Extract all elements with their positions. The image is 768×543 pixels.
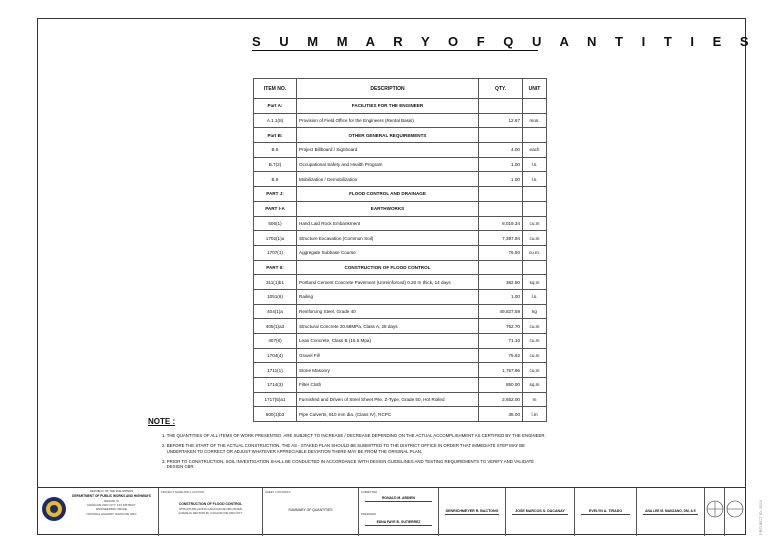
note-line: UNDERTAKEN TO CORRECT OR ADJUST WHATEVER APPRECIABLE DEVIATION THERE MAY BE FROM THE ORIGINAL PLAN.	[162, 448, 423, 454]
item-no-cell: B.9	[254, 172, 297, 187]
description-cell: Pipe Culverts, 910 mm dia. (Class IV), RCPC	[297, 407, 479, 422]
checked-name: JOSE MARCOS S. DACANAY	[515, 509, 565, 513]
sheet-marker-icon	[726, 500, 744, 518]
section-code: Part B:	[254, 128, 297, 143]
project-line-1: CONSTRUCTION OF FLOOD CONTROL	[178, 502, 243, 506]
header-description: DESCRIPTION	[297, 79, 479, 99]
side-margin-text	[750, 465, 763, 535]
dpwh-seal-icon	[41, 496, 67, 522]
qty-cell: 4.00	[479, 143, 523, 158]
section-title: FACILITIES FOR THE ENGINEER	[297, 99, 479, 114]
description-cell: Furnished and Driven of Steel Sheet Pile, Z-Type, Grade 50, Hot Rolled	[297, 392, 479, 407]
item-no-cell: 1051(6)	[254, 289, 297, 304]
unit-cell: each	[523, 143, 547, 158]
approved-cell	[637, 488, 705, 536]
item-no-cell: B.5	[254, 143, 297, 158]
unit-cell: m	[523, 392, 547, 407]
table-row	[254, 231, 547, 246]
section-row	[254, 128, 547, 143]
description-cell: Structural Concrete 20.68MPa, Class A, 28 days	[297, 319, 479, 334]
qty-cell: 752.70	[479, 319, 523, 334]
table-row	[254, 363, 547, 378]
section-code: PART J:	[254, 187, 297, 202]
approved-underline	[643, 514, 698, 515]
item-no-cell: 506(1)	[254, 216, 297, 231]
section-code: PART II:	[254, 260, 297, 275]
empty-cell	[479, 260, 523, 275]
item-no-cell: 1714(3)	[254, 378, 297, 393]
submitted-prepared-cell	[359, 488, 439, 536]
section-title: EARTHWORKS	[297, 201, 479, 216]
qty-cell: 8,019.34	[479, 216, 523, 231]
table-row	[254, 334, 547, 349]
side-text: PROJECT ID: 2024	[758, 500, 763, 535]
unit-cell: cu.m	[523, 319, 547, 334]
qty-cell: 1.00	[479, 289, 523, 304]
item-no-cell: 1717(5)a1	[254, 392, 297, 407]
description-cell: Railing	[297, 289, 479, 304]
unit-cell: l.s.	[523, 289, 547, 304]
item-no-cell: B.7(2)	[254, 157, 297, 172]
table-row	[254, 113, 547, 128]
project-cell	[159, 488, 263, 536]
title-block	[37, 487, 746, 536]
description-cell: Hand Laid Rock Embankment	[297, 216, 479, 231]
unit-cell: cu.m.	[523, 245, 547, 260]
section-title: FLOOD CONTROL AND DRAINAGE	[297, 187, 479, 202]
sheet-contents-value: SUMMARY OF QUANTITIES	[288, 508, 333, 512]
section-row	[254, 260, 547, 275]
table-body	[254, 99, 547, 422]
prepared-label: PREPARED	[361, 512, 377, 516]
note-line: 2. BEFORE THE START OF THE ACTUAL CONSTRUCTION, THE AS - STAKED PLAN SHOULD BE SUBMITTED TO THE DISTRICT OFFICE IN ORDER THAT IMMEDIATE STEP MAY BE	[162, 443, 525, 449]
checked-cell	[506, 488, 575, 536]
note-item	[162, 443, 662, 454]
note-line: 1. THE QUANTITIES OF ALL ITEMS OF WORK PRESENTED ARE SUBJECT TO INCREASE / DECREASE DEPENDING ON THE ACTUAL ACCOMPLISHMENT AS CERTIFIED BY THE ENGINEER.	[162, 433, 546, 438]
section-row	[254, 99, 547, 114]
section-title: OTHER GENERAL REQUIREMENTS	[297, 128, 479, 143]
north-arrow-cell	[705, 488, 725, 536]
item-no-cell: 1704(4)	[254, 348, 297, 363]
empty-cell	[479, 128, 523, 143]
recommended-name: EVELYN A. TIRADO	[588, 509, 623, 513]
empty-cell	[479, 187, 523, 202]
table-row	[254, 407, 547, 422]
unit-cell: l.s.	[523, 157, 547, 172]
table-row	[254, 319, 547, 334]
description-cell: Filter Cloth	[297, 378, 479, 393]
unit-cell: sq.m	[523, 275, 547, 290]
section-code: Part A:	[254, 99, 297, 114]
empty-cell	[523, 128, 547, 143]
recommended-cell	[575, 488, 637, 536]
qty-cell: 12.67	[479, 113, 523, 128]
section-row	[254, 201, 547, 216]
item-no-cell: 1711(1)	[254, 363, 297, 378]
notes-heading: NOTE :	[148, 417, 176, 426]
section-code: PART I-A	[254, 201, 297, 216]
note-line: DESIGN CBR.	[162, 464, 195, 470]
description-cell: Stone Masonry	[297, 363, 479, 378]
description-cell: Gravel Fill	[297, 348, 479, 363]
prepared-underline	[365, 525, 432, 526]
qty-cell: 71.10	[479, 334, 523, 349]
item-no-cell: 1702(1)a	[254, 231, 297, 246]
table-row	[254, 289, 547, 304]
empty-cell	[523, 187, 547, 202]
unit-cell: cu.m	[523, 231, 547, 246]
agency-line-6: NATIONAL HIGHWAY, DAVAO DE ORO	[86, 512, 137, 516]
unit-cell: cu.m	[523, 334, 547, 349]
unit-cell: cu.m	[523, 363, 547, 378]
description-cell: Aggregate Subbase Course	[297, 245, 479, 260]
table-row	[254, 172, 547, 187]
table-row	[254, 157, 547, 172]
header-item-no: ITEM NO.	[254, 79, 297, 99]
description-cell: Mobilization / Demobilization	[297, 172, 479, 187]
agency-cell	[37, 488, 159, 536]
empty-cell	[479, 201, 523, 216]
unit-cell: kg	[523, 304, 547, 319]
note-item	[162, 459, 662, 470]
table-row	[254, 392, 547, 407]
empty-cell	[479, 99, 523, 114]
description-cell: Provision of Field Office for the Engineers (Rental Basis)	[297, 113, 479, 128]
sheet-number-cell	[725, 488, 746, 536]
designed-name: DENRICHMEYER R. BACTONG	[445, 509, 499, 513]
section-title: CONSTRUCTION OF FLOOD CONTROL	[297, 260, 479, 275]
empty-cell	[523, 99, 547, 114]
qty-cell: 76.50	[479, 245, 523, 260]
qty-cell: 1.00	[479, 157, 523, 172]
description-cell: Portland Cement Concrete Pavement (Unreinforced) 0.20 m thick, 14 days	[297, 275, 479, 290]
table-header-row	[254, 79, 547, 99]
item-no-cell: 1707(1)	[254, 245, 297, 260]
project-line-2: STRUCTURE ALONG CAGAYAN DE ORO RIVER	[179, 507, 242, 511]
designed-cell	[439, 488, 506, 536]
table-row	[254, 216, 547, 231]
qty-cell: 382.50	[479, 275, 523, 290]
checked-underline	[512, 514, 568, 515]
unit-cell: sq.m	[523, 378, 547, 393]
submitted-underline	[365, 501, 432, 502]
item-no-cell: A.1.1(8)	[254, 113, 297, 128]
quantities-table	[253, 78, 547, 422]
prepared-name: EDNA FAYE B. GUTIERREZ	[376, 520, 421, 524]
item-no-cell: 407(8)	[254, 334, 297, 349]
description-cell: Project Billboard / Signboard	[297, 143, 479, 158]
qty-cell: 7,397.94	[479, 231, 523, 246]
recommended-underline	[581, 514, 630, 515]
qty-cell: 1.00	[479, 172, 523, 187]
qty-cell: 850.00	[479, 378, 523, 393]
agency-line-4: DAVAO DE ORO CITY, 1ST DISTRICT	[87, 503, 136, 507]
table-row	[254, 304, 547, 319]
notes-list	[162, 433, 662, 474]
table-row	[254, 275, 547, 290]
sheet-contents-label: SHEET CONTENTS	[265, 490, 291, 494]
qty-cell: 49,827.59	[479, 304, 523, 319]
empty-cell	[523, 260, 547, 275]
item-no-cell: 500(1)b3	[254, 407, 297, 422]
header-qty: QTY.	[479, 79, 523, 99]
agency-line-2: DEPARTMENT OF PUBLIC WORKS AND HIGHWAYS	[72, 494, 151, 498]
unit-cell: cu.m	[523, 216, 547, 231]
unit-cell: cu.m	[523, 348, 547, 363]
table-row	[254, 245, 547, 260]
table-row	[254, 378, 547, 393]
submitted-label: SUBMITTED	[361, 490, 378, 494]
agency-line-5: ENGINEERING OFFICE	[96, 507, 127, 511]
qty-cell: 35.00	[479, 407, 523, 422]
description-cell: Lean Concrete, Class B (16.5 Mpa)	[297, 334, 479, 349]
header-unit: UNIT	[523, 79, 547, 99]
agency-line-1: REPUBLIC OF THE PHILIPPINES	[89, 489, 133, 493]
description-cell: Occupational Safety and Health Program	[297, 157, 479, 172]
table-row	[254, 348, 547, 363]
qty-cell: 2,652.00	[479, 392, 523, 407]
note-line: 3. PRIOR TO CONSTRUCTION, SOIL INVESTIGATION SHALL BE CONDUCTED IN ACCORDANCE WITH DESIGN GUIDELINES AND TESTING REQUIREMENTS TO VERIFY AND VALIDATE	[162, 458, 535, 464]
north-arrow-icon	[706, 500, 724, 518]
designed-underline	[445, 514, 499, 515]
description-cell: Reinforcing Steel, Grade 40	[297, 304, 479, 319]
item-no-cell: 405(1)a3	[254, 319, 297, 334]
unit-cell: mos.	[523, 113, 547, 128]
item-no-cell: 311(1)b1	[254, 275, 297, 290]
description-cell: Structure Excavation (Common Soil)	[297, 231, 479, 246]
agency-line-3: REGION XI	[104, 499, 119, 503]
unit-cell: l.s.	[523, 172, 547, 187]
submitted-name: RONALD M. ABDIEN	[381, 496, 416, 500]
section-row	[254, 187, 547, 202]
item-no-cell: 404(1)a	[254, 304, 297, 319]
approved-name: ANA LEE M. MANZANO, DM, A E	[645, 509, 696, 513]
qty-cell: 75.62	[479, 348, 523, 363]
sheet-contents-cell	[263, 488, 359, 536]
empty-cell	[523, 201, 547, 216]
table-row	[254, 143, 547, 158]
page-title: S U M M A R Y O F Q U A N T I T I E S	[252, 34, 757, 49]
note-item	[162, 433, 662, 439]
project-line-3: (CAMALIG SECTION B), CAGAYAN DE ORO CITY	[178, 511, 243, 515]
qty-cell: 1,757.96	[479, 363, 523, 378]
unit-cell: l.m	[523, 407, 547, 422]
project-label: PROJECT NAME AND LOCATION	[161, 490, 205, 494]
